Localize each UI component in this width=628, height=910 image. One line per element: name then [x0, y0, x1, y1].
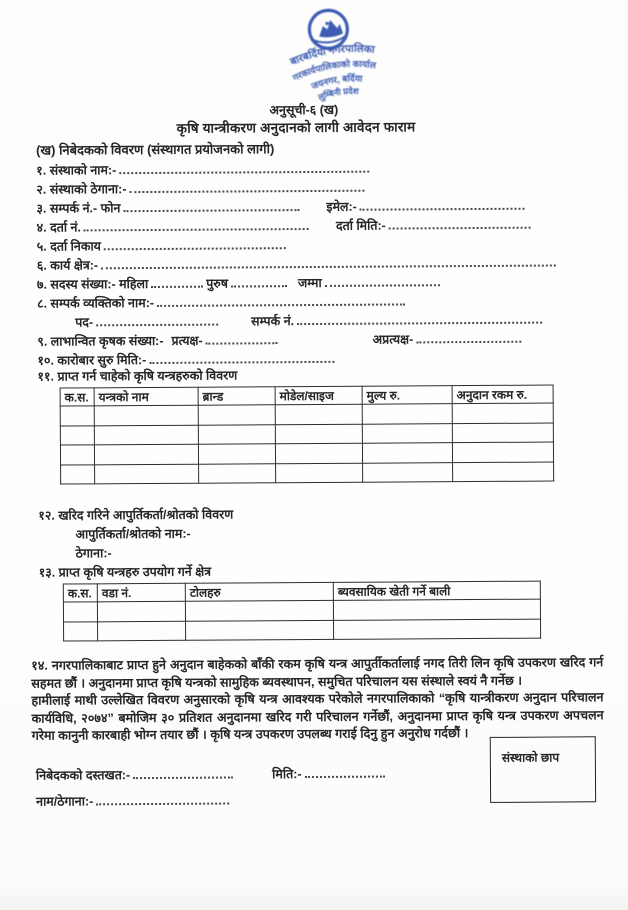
column-header: ब्रान्ड: [198, 387, 275, 405]
table-cell: [186, 620, 334, 640]
stamp-box-label: संस्थाको छाप: [501, 750, 560, 765]
dotted-fill-field: [149, 349, 334, 364]
field-label: ३. सम्पर्क नं.- फोन: [36, 201, 121, 216]
supplier-lines: [38, 522, 600, 563]
column-header: वडा नं.: [97, 583, 185, 602]
numbered-form-lines: [36, 157, 599, 369]
table-cell: [275, 424, 362, 444]
table-row: [61, 462, 554, 485]
table-cell: [60, 445, 94, 465]
dotted-fill-field: [84, 216, 309, 231]
spacer: [236, 777, 272, 778]
table-cell: [97, 601, 185, 621]
column-header: क.स.: [60, 388, 94, 406]
dotted-fill-field: [151, 274, 203, 288]
column-header: अनुदान रकम रु.: [452, 385, 553, 404]
field-label: ठेगाना:-: [75, 546, 112, 561]
dotted-fill-field: [96, 790, 229, 805]
section-13-heading: १३. प्राप्त कृषि यन्त्रहरु उपयोग गर्ने क्षेत्र: [38, 564, 212, 580]
table-cell: [94, 405, 198, 425]
dotted-fill-field: [123, 197, 299, 212]
dotted-fill-field: [133, 764, 233, 779]
dotted-fill-field: [96, 312, 218, 327]
dotted-fill-field: [231, 273, 287, 287]
table-cell: [60, 406, 94, 426]
table-cell: [198, 444, 275, 464]
dotted-fill-field: [104, 235, 286, 250]
table-cell: [275, 404, 362, 424]
table-cell: [94, 444, 198, 464]
form-body: [31, 157, 604, 817]
field-label: ४. दर्ता नं.: [36, 220, 81, 235]
dotted-fill-field: [389, 215, 531, 230]
field-label: ६. कार्य क्षेत्र:-: [36, 258, 99, 273]
stamp-text-municipality: बारबर्दिया नगरपालिका: [288, 42, 376, 69]
dotted-fill-field: [119, 159, 369, 175]
dotted-fill-field: [325, 272, 440, 287]
dotted-fill-field: [304, 764, 384, 778]
field-label: सम्पर्क नं.: [251, 314, 295, 329]
field-label: निबेदकको दस्तखत:-: [35, 768, 131, 783]
applicant-section-heading: (ख) निबेदकको विवरण (संस्थागत प्रयोजनको लागी): [36, 141, 275, 158]
field-label: पुरुष: [206, 276, 229, 291]
table-header-row: [60, 385, 553, 406]
usage-area-table: [63, 581, 541, 642]
table-cell: [452, 423, 553, 443]
table-cell: [275, 443, 362, 463]
table-cell: [362, 423, 452, 443]
field-label: २. संस्थाको ठेगाना:-: [36, 182, 127, 197]
table-cell: [333, 599, 540, 620]
municipality-stamp: [260, 3, 398, 106]
dotted-fill-field: [360, 196, 525, 211]
table-cell: [94, 425, 198, 445]
column-header: क.स.: [63, 584, 97, 602]
table-cell: [452, 403, 553, 423]
table-cell: [363, 462, 453, 482]
field-label: ९. लाभान्वित कृषक संख्या:-: [37, 333, 164, 349]
table-cell: [198, 405, 275, 425]
annex-label: अनुसूची-६ (ख): [269, 102, 339, 118]
stamp-text-place: जयनगर, बर्दिया: [309, 73, 363, 92]
column-header: मोडेल/साइज: [275, 386, 362, 405]
table-cell: [452, 442, 553, 462]
spacer: [221, 324, 251, 325]
dotted-fill-field: [416, 329, 521, 344]
field-label: मिति:-: [272, 767, 302, 782]
field-label: ७. सदस्य संख्या:- महिला: [36, 277, 149, 292]
field-label: प्रत्यक्ष-: [171, 333, 203, 348]
table-cell: [198, 424, 275, 444]
spacer: [290, 286, 298, 287]
field-label: अप्रत्यक्ष-: [372, 332, 414, 347]
column-header: टोलहरु: [185, 582, 333, 601]
stamp-text-office: नगरकार्यपालिकाको कार्यालय: [260, 4, 377, 83]
table-cell: [199, 463, 276, 483]
table-cell: [61, 464, 95, 484]
spacer: [281, 343, 373, 345]
table-cell: [98, 621, 186, 641]
field-label: इमेल:-: [326, 199, 357, 214]
table-cell: [453, 462, 554, 482]
table-cell: [362, 443, 452, 463]
table-cell: [334, 619, 541, 640]
dotted-fill-field: [206, 330, 278, 344]
spacer: [302, 210, 326, 211]
field-label: १. संस्थाको नाम:-: [36, 163, 117, 178]
field-label: जम्मा: [297, 275, 322, 291]
stamp-text-province: लुम्बिनी प्रदेश: [316, 85, 359, 103]
table-cell: [185, 600, 333, 620]
dotted-fill-field: [101, 253, 556, 270]
table-cell: [63, 602, 97, 622]
field-label: आपुर्तिकर्ता/श्रोतको नाम:-: [75, 526, 191, 542]
stamp-emblem-mountains-icon: [317, 19, 343, 39]
field-label: दर्ता मिति:-: [335, 218, 386, 233]
table-row: [64, 619, 541, 641]
spacer: [312, 229, 336, 230]
spacer: [164, 344, 172, 345]
table-cell: [362, 404, 452, 424]
dotted-fill-field: [157, 291, 405, 307]
form-title: कृषि यान्त्रीकरण अनुदानको लागी आवेदन फाराम: [176, 119, 416, 136]
dotted-fill-field: [129, 178, 364, 193]
table-cell: [64, 621, 98, 641]
declaration-paragraph: १४. नगरपालिकाबाट प्राप्त हुने अनुदान बाहेकको बाँकी रकम कृषि यन्त्र आपुर्तीकर्तालाई नगद तिरी लिन कृषि उपकरण खरिद गर्न सहमत छौं । अनुदानमा प्राप्त कृषि यन्त्रको सामुहिक ब्यवस्थापन, समुचित परिचालन यस संस्थाले स्वयं नै गर्नेछ । हामीलाई माथी उल्लेखित विवरण अनुसारको कृषि यन्त्र आवश्यक परेकोले नगरपालिकाको “कृषि यान्त्रीकरण अनुदान परिचालन कार्यविधि, २०७४” बमोजिम ३० प्रतिशत अनुदानमा खरिद गरी परिचालन गर्नेछौं, अनुदानमा प्राप्त कृषि यन्त्र उपकरण अपचलन गरेमा कानुनी कारबाही भोग्न तयार छौं । कृषि यन्त्र उपकरण उपलब्ध गराई दिनु हुन अनुरोध गर्दछौं ।: [31, 655, 604, 744]
field-label: ५. दर्ता निकाय: [36, 239, 101, 254]
stamp-seal-icon: [260, 3, 398, 106]
table-cell: [276, 463, 363, 483]
dotted-fill-field: [297, 310, 542, 325]
field-label: १०. कारोबार सुरु मिति:-: [37, 353, 147, 368]
section-12-heading: १२. खरिद गरिने आपुर्तिकर्ता/श्रोतको विवरण: [38, 507, 234, 523]
field-label: नाम/ठेगाना:-: [36, 794, 94, 809]
table-cell: [60, 425, 94, 445]
column-header: मुल्य रु.: [362, 386, 452, 405]
field-label: पद-: [75, 315, 94, 330]
organization-stamp-box: [490, 736, 596, 803]
table-cell: [95, 464, 199, 484]
field-label: ८. सम्पर्क व्यक्तिको नाम:-: [37, 295, 155, 311]
column-header: यन्त्रको नाम: [94, 387, 198, 406]
machinery-table: [60, 385, 555, 485]
column-header: ब्यवसायिक खेती गर्ने बाली: [333, 581, 540, 600]
section-11-heading: ११. प्राप्त गर्न चाहेको कृषि यन्त्रहरुको विवरण: [37, 368, 238, 384]
